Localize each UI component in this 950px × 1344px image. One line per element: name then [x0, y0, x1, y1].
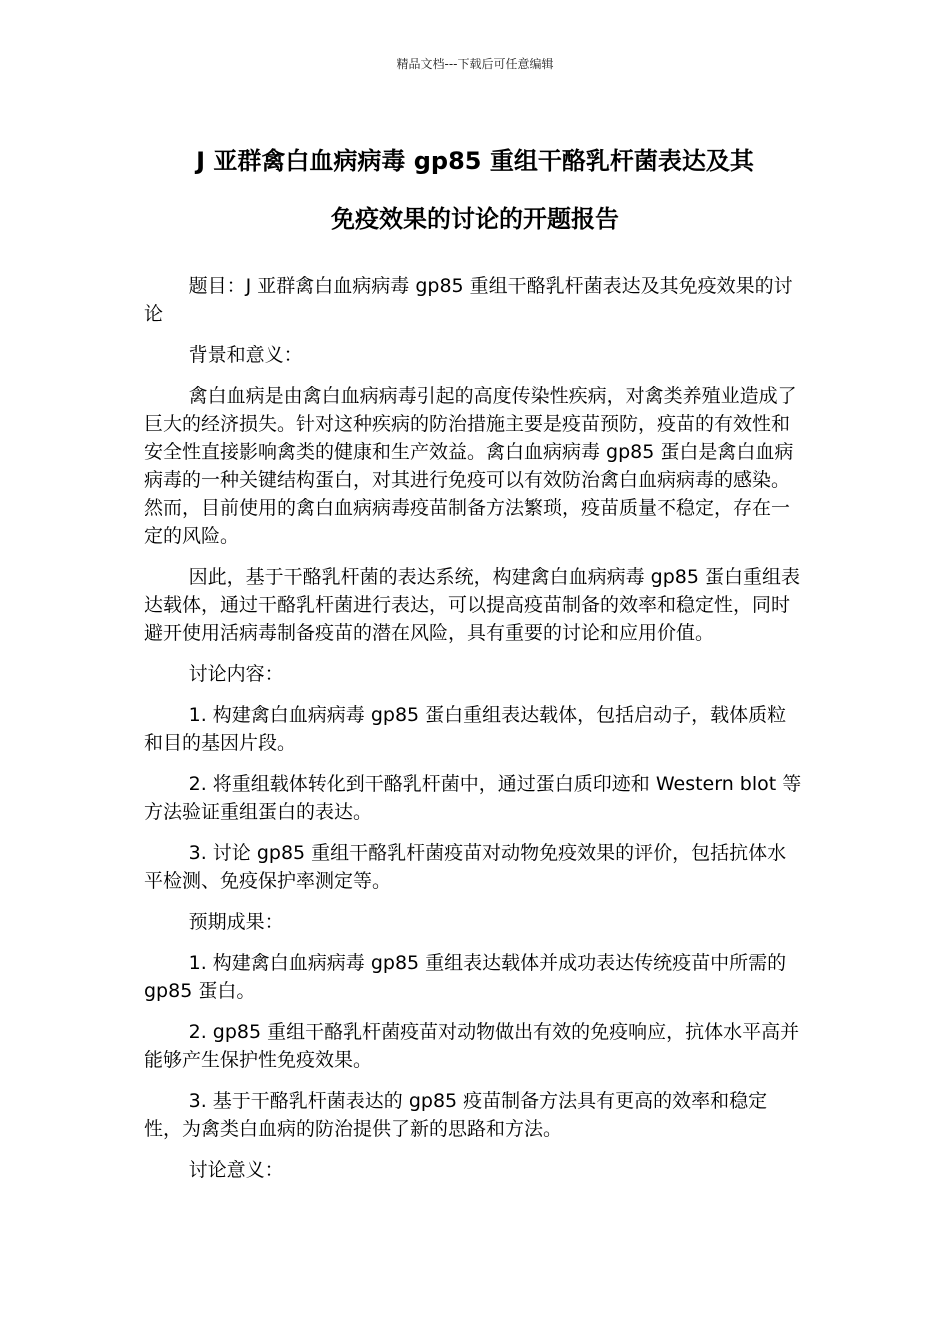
document-title: [100, 132, 850, 248]
content-item-1: 1. 构建禽白血病病毒 gp85 蛋白重组表达载体，包括启动子，载体质粒和目的基因片段。: [144, 704, 787, 754]
section-heading-content: 讨论内容：: [188, 663, 284, 685]
section-heading-significance: 讨论意义：: [188, 1159, 284, 1181]
section-heading-expected-results: 预期成果：: [188, 911, 284, 933]
background-paragraph: 禽白血病是由禽白血病病毒引起的高度传染性疾病，对禽类养殖业造成了巨大的经济损失。针对这种疾病的防治措施主要是疫苗预防，疫苗的有效性和安全性直接影响禽类的健康和生产效益。禽白血病病毒 gp85 蛋白是禽白血病病毒的一种关键结构蛋白，对其进行免疫可以有效防治禽白血病病毒的感染。然而，目前使用的禽白血病病毒疫苗制备方法繁琐，疫苗质量不稳定，存在一定的风险。: [144, 385, 797, 547]
rationale-paragraph: 因此，基于干酪乳杆菌的表达系统，构建禽白血病病毒 gp85 蛋白重组表达载体，通过干酪乳杆菌进行表达，可以提高疫苗制备的效率和稳定性，同时避开使用活病毒制备疫苗的潜在风险，具有重要的讨论和应用价值。: [144, 566, 801, 644]
result-item-2: 2. gp85 重组干酪乳杆菌疫苗对动物做出有效的免疫响应，抗体水平高并能够产生保护性免疫效果。: [144, 1021, 800, 1071]
topic-paragraph: 题目：J 亚群禽白血病病毒 gp85 重组干酪乳杆菌表达及其免疫效果的讨论: [144, 275, 793, 325]
content-item-3: 3. 讨论 gp85 重组干酪乳杆菌疫苗对动物免疫效果的评价，包括抗体水平检测、免疫保护率测定等。: [144, 842, 787, 892]
result-item-1: 1. 构建禽白血病病毒 gp85 重组表达载体并成功表达传统疫苗中所需的 gp85 蛋白。: [144, 952, 787, 1002]
title-line-2: 免疫效果的讨论的开题报告: [331, 205, 619, 233]
content-item-2: 2. 将重组载体转化到干酪乳杆菌中，通过蛋白质印迹和 Western blot 等方法验证重组蛋白的表达。: [144, 773, 802, 823]
section-heading-background: 背景和意义：: [188, 344, 303, 366]
title-line-1: J 亚群禽白血病病毒 gp85 重组干酪乳杆菌表达及其: [196, 147, 754, 175]
header-note: 精品文档---下载后可任意编辑: [396, 57, 554, 71]
result-item-3: 3. 基于干酪乳杆菌表达的 gp85 疫苗制备方法具有更高的效率和稳定性，为禽类白血病的防治提供了新的思路和方法。: [144, 1090, 768, 1140]
document-body: [144, 272, 804, 1197]
